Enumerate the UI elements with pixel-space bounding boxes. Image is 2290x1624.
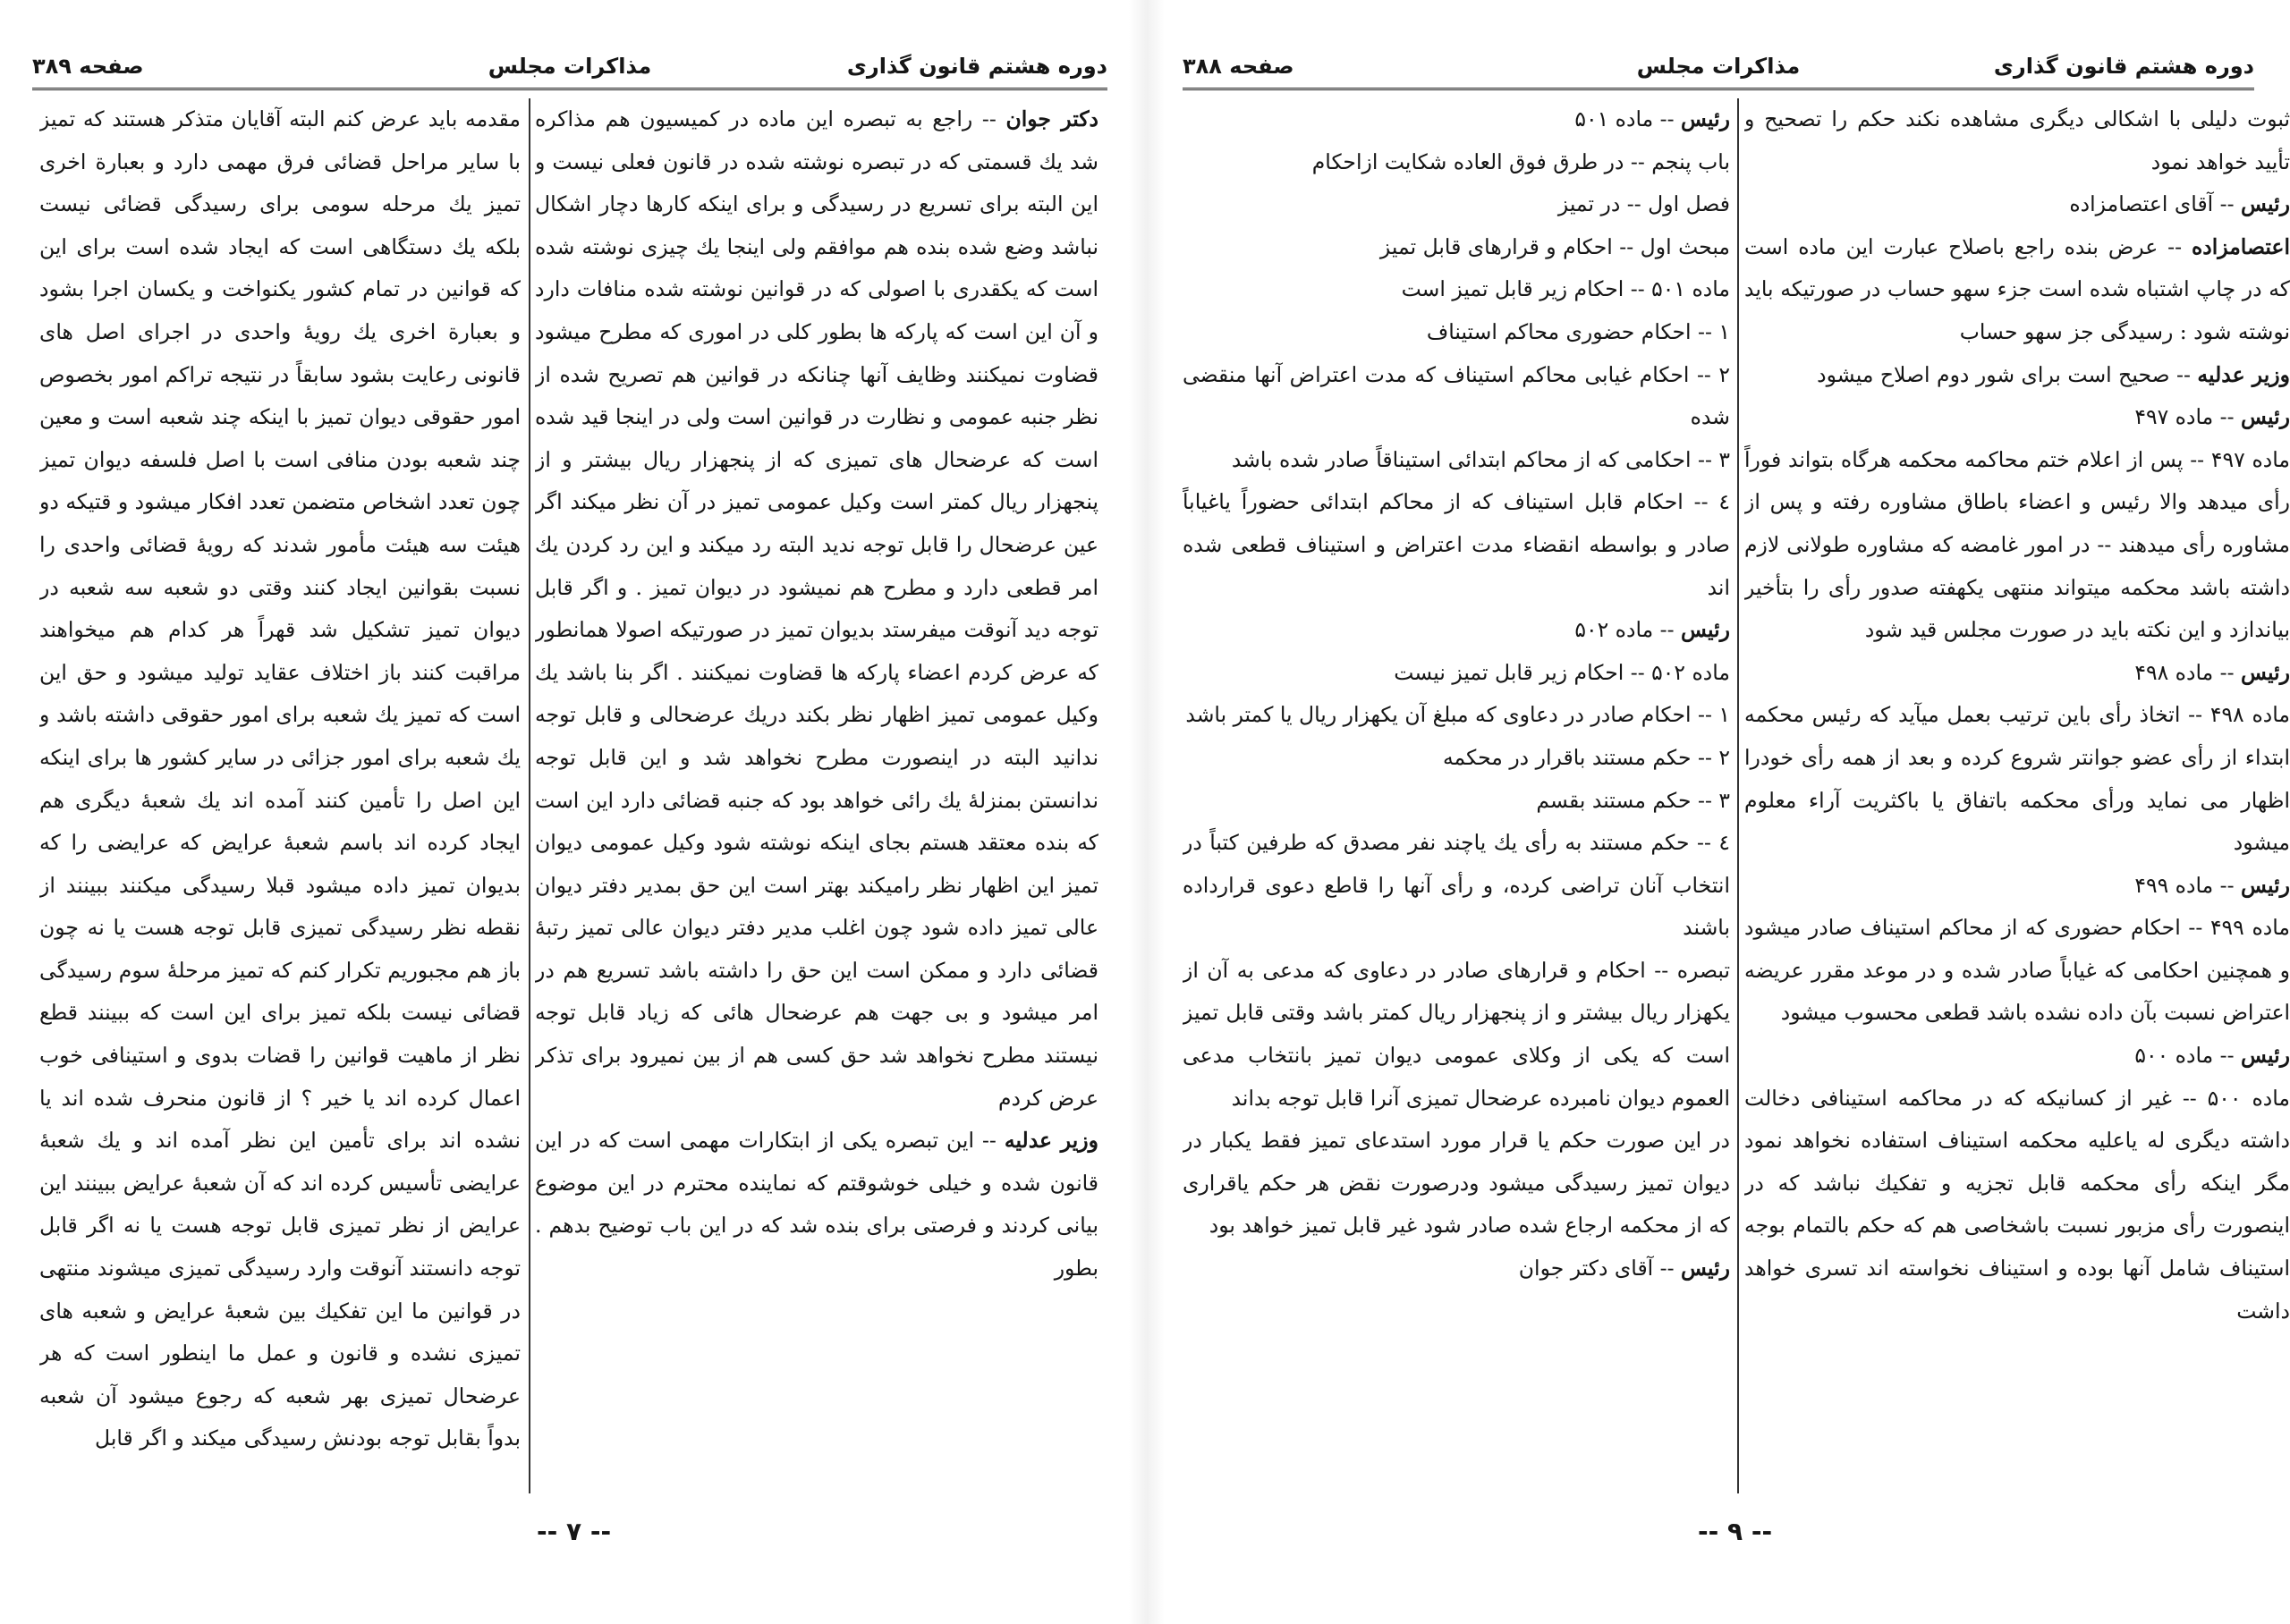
- speaker-paragraph: [1744, 354, 2290, 397]
- folio: -- ۷ --: [537, 1517, 612, 1546]
- paragraph-text: تبصره -- احکام و قرارهای صادر در دعاوی که مدعی به آن از یکهزار ریال بیشتر و از پنجهزار ریال کمتر باشد وقتی قابل تمیز است که یکی از وکلای عمومی دیوان تمیز بانتخاب مدعی العموم دیوان نامبرده عرضحال تمیزی آنرا قابل توجه بداند: [1183, 957, 1730, 1111]
- paragraph: [1744, 907, 2290, 1035]
- speaker-paragraph: [1183, 1248, 1730, 1290]
- column-divider: [529, 98, 530, 1493]
- speaker-name: رئیس: [2241, 404, 2290, 430]
- paragraph-text: باب پنجم -- در طرق فوق العاده شکایت ازاحکام: [1311, 148, 1730, 174]
- paragraph-text: ثبوت دلیلی با اشکالی دیگری مشاهده نکند حکم را تصحیح و تأیید خواهد نمود: [1744, 106, 2290, 174]
- text-column-left: [1183, 98, 1730, 1471]
- column-divider: [1737, 98, 1739, 1493]
- paragraph: [1183, 737, 1730, 780]
- paragraph: [1183, 950, 1730, 1120]
- paragraph: [1744, 439, 2290, 652]
- paragraph-text: -- آقای اعتصامزاده: [2069, 191, 2235, 217]
- speaker-name: رئیس: [1681, 617, 1730, 643]
- speaker-name: رئیس: [2241, 191, 2290, 217]
- page-gutter: [1129, 0, 1165, 1624]
- paragraph: [1183, 1120, 1730, 1248]
- paragraph: [1183, 183, 1730, 226]
- speaker-paragraph: [1183, 609, 1730, 652]
- speaker-name: رئیس: [2241, 1043, 2290, 1069]
- speaker-paragraph: [535, 98, 1098, 1120]
- paragraph-text: -- عرض بنده راجع باصلاح عبارت این ماده است که در چاپ اشتباه شده است جزء سهو حساب در صورتیکه باید نوشته شود : رسیدگی جز سهو حساب: [1744, 233, 2290, 344]
- speaker-name: دکتر جوان: [1005, 106, 1098, 131]
- left-page: [0, 0, 1129, 1624]
- speaker-name: وزیر عدلیه: [1004, 1128, 1098, 1154]
- page-number: صفحه ۳۸۹: [32, 54, 144, 79]
- paragraph-text: -- ماده ۴۹۸: [2134, 659, 2235, 685]
- running-title: مذاکرات مجلس: [488, 54, 652, 79]
- paragraph: [1744, 1078, 2290, 1333]
- folio: -- ۹ --: [1698, 1517, 1773, 1546]
- paragraph: [1183, 481, 1730, 609]
- series-title: دوره هشتم قانون گذاری: [1993, 54, 2254, 79]
- paragraph-text: ماده ۴۹۷ -- پس از اعلام ختم محاکمه محکمه هرگاه بتواند فوراً رأی میدهد والا رئیس و اعضاء باطاق مشاوره رفته و پس از مشاوره رأی میدهند -- در امور غامضه که مشاوره طولانی لازم داشته باشد محکمه میتواند منتهی یکهفته صدور رأی را بتأخیر بیاندازد و این نکته باید در صورت مجلس قید شود: [1744, 446, 2290, 643]
- paragraph-text: -- آقای دکتر جوان: [1518, 1256, 1675, 1281]
- speaker-paragraph: [535, 1120, 1098, 1290]
- speaker-name: رئیس: [1681, 106, 1730, 131]
- speaker-name: رئیس: [2241, 872, 2290, 898]
- running-title: مذاکرات مجلس: [1636, 54, 1801, 79]
- paragraph: [1183, 226, 1730, 269]
- paragraph-text: ماده ۴۹۸ -- اتخاذ رأی باین ترتیب بعمل میآید که رئیس محکمه ابتداء از رأی عضو جوانتر شروع کرده و بعد از همه رأی خودرا اظهار می نماید ورأی محکمه باتفاق یا باکثریت آراء معلوم میشود: [1744, 702, 2290, 856]
- speaker-paragraph: [1744, 1035, 2290, 1078]
- paragraph-text: ۲ -- حکم مستند باقرار در محکمه: [1442, 744, 1730, 770]
- paragraph-text: ۱ -- احکام صادر در دعاوی که مبلغ آن یکهزار ریال یا کمتر باشد: [1185, 702, 1730, 728]
- series-title: دوره هشتم قانون گذاری: [846, 54, 1107, 79]
- paragraph-text: -- این تبصره یکی از ابتکارات مهمی است که در این قانون شده و خیلی خوشوقتم که نماینده محترم در این موضوع بیانی کردند و فرصتی برای بنده شد که در این باب توضیح بدهم . بطور: [535, 1128, 1098, 1281]
- text-column-left: [39, 98, 521, 1471]
- speaker-name: رئیس: [1681, 1256, 1730, 1281]
- paragraph-text: ماده ۴۹۹ -- احکام حضوری که از محاکم استیناف صادر میشود و همچنین احکامی که غیاباً صادر شده و در موعد مقرر عریضه اعتراض نسبت بآن داده نشده باشد قطعی محسوب میشود: [1744, 915, 2290, 1026]
- paragraph: [1183, 822, 1730, 950]
- paragraph-text: فصل اول -- در تمیز: [1557, 191, 1730, 217]
- page-header: [32, 48, 1107, 90]
- speaker-name: رئیس: [2241, 659, 2290, 685]
- paragraph-text: ٤ -- احکام قابل استیناف که از محاکم ابتدائی حضوراً یاغیاباً صادر و بواسطه انقضاء مدت اعتراض و استیناف قطعی شده اند: [1183, 489, 1730, 600]
- paragraph-text: ۳ -- احکامی که از محاکم ابتدائی استیناقاً صادر شده باشد: [1231, 446, 1730, 472]
- paragraph: [1744, 98, 2290, 183]
- paragraph-text: -- ماده ۵۰۰: [2134, 1043, 2235, 1069]
- speaker-paragraph: [1744, 865, 2290, 908]
- paragraph: [39, 98, 521, 1460]
- speaker-paragraph: [1744, 226, 2290, 354]
- speaker-name: اعتصامزاده: [2191, 233, 2290, 259]
- right-page: [1165, 0, 2290, 1624]
- paragraph: [1744, 694, 2290, 864]
- paragraph-text: ٤ -- حکم مستند به رأی یك یاچند نفر مصدق که طرفین کتباً در انتخاب آنان تراضی کرده، و رأی آنها را قاطع دعوی قرارداده باشند: [1183, 830, 1730, 941]
- speaker-name: وزیر عدلیه: [2197, 361, 2290, 387]
- text-column-right: [535, 98, 1098, 1471]
- paragraph: [1183, 141, 1730, 184]
- paragraph-text: -- ماده ۴۹۷: [2134, 404, 2235, 430]
- paragraph: [1183, 311, 1730, 354]
- paragraph-text: مبحث اول -- احکام و قرارهای قابل تمیز: [1379, 233, 1730, 259]
- paragraph-text: ۲ -- احکام غیابی محاکم استیناف که مدت اعتراض آنها منقضی شده: [1183, 361, 1730, 430]
- paragraph: [1183, 780, 1730, 823]
- speaker-paragraph: [1744, 652, 2290, 695]
- page-number: صفحه ۳۸۸: [1183, 54, 1294, 79]
- text-column-right: [1744, 98, 2290, 1471]
- paragraph-text: -- راجع به تبصره این ماده در کمیسیون هم مذاکره شد یك قسمتی که در تبصره نوشته شده در قانون فعلی نیست و این البته برای تسریع در رسیدگی و برای اینکه کارها دچار اشکال نباشد وضع شده بنده هم موافقم ولی اینجا یك چیزی نوشته شده است که یکقدری با اصولی که در قوانین نوشته شده منافات دارد و آن این است که پارکه ها بطور کلی در اموری که مطرح میشود قضاوت نمیکنند وظایف آنها چنانکه در قوانین هم تصریح شده از نظر جنبه عمومی و نظارت در قوانین است ولی در اینجا قید شده است که عرضحال های تمیزی که از پنجهزار ریال بیشتر و از پنجهزار ریال کمتر است وکیل عمومی تمیز در آن نظر میکند اگر عین عرضحال را قابل توجه ندید البته رد میکند و این رد کردن یك امر قطعی دارد و مطرح هم نمیشود در دیوان تمیز . و اگر قابل توجه دید آنوقت میفرستد بدیوان تمیز در صورتیکه اصولا همانطور که عرض کردم اعضاء پارکه ها قضاوت نمیکنند . اگر بنا باشد یك وکیل عمومی تمیز اظهار نظر بکند دریك عرضحالی و قابل توجه ندانید البته در اینصورت مطرح نخواهد شد و این قابل توجه ندانستن بمنزلهٔ یك رائی خواهد بود که جنبه قضائی دارد این است که بنده معتقد هستم بجای اینکه نوشته شود وکیل عمومی دیوان تمیز این اظهار نظر رامیکند بهتر است این حق بمدیر دفتر دیوان عالی تمیز داده شود چون اغلب مدیر دفتر دیوان عالی تمیز رتبهٔ قضائی دارد و ممکن است این حق را داشته باشد تسریع هم در امر میشود و بی جهت هم عرضحال هائی که زیاد قابل توجه نیستند مطرح نخواهد شد حق کسی هم از بین نمیرود برای تذکر عرض کردم: [535, 106, 1098, 1111]
- paragraph-text: ماده ۵۰۰ -- غیر از کسانیکه که در محاکمه استینافی دخالت داشته دیگری له یاعلیه محکمه استیناف استفاده نخواهد نمود مگر اینکه رأی محکمه قابل تجزیه و تفکیك نباشد که در اینصورت رأی مزبور نسبت باشخاصی هم که حکم بالتمام بوجه استیناف شامل آنها بوده و استیناف نخواسته اند تسری خواهد داشت: [1744, 1085, 2290, 1324]
- paragraph: [1183, 652, 1730, 695]
- paragraph-text: -- ماده ۵۰۱: [1574, 106, 1675, 131]
- speaker-paragraph: [1744, 396, 2290, 439]
- paragraph-text: -- ماده ۵۰۲: [1574, 617, 1675, 643]
- paragraph-text: مقدمه باید عرض کنم البته آقایان متذکر هستند که تمیز با سایر مراحل قضائی فرق مهمی دارد و بعبارة اخری تمیز یك مرحله سومی برای رسیدگی قضائی نیست بلکه یك دستگاهی است که ایجاد شده است برای این که قوانین در تمام کشور یکنواخت و یکسان اجرا بشود و بعبارة اخری یك رویهٔ واحدی در اجرای اصل های قانونی رعایت بشود سابقاً در نتیجه تراکم امور بخصوص امور حقوقی دیوان تمیز با اینکه چند شعبه است و معین چند شعبه بودن منافی است با اصل فلسفه دیوان تمیز چون تعدد اشخاص متضمن تعدد افکار میشود و قتیکه دو هیئت سه هیئت مأمور شدند که رویهٔ قضائی واحدی را نسبت بقوانین ایجاد کنند وقتی دو شعبه سه شعبه در دیوان تمیز تشکیل شد قهراً هر کدام هم میخواهند مراقبت کنند باز اختلاف عقاید تولید میشود و حق این است که تمیز یك شعبه برای امور حقوقی داشته باشد و یك شعبه برای امور جزائی در سایر کشور ها برای اینکه این اصل را تأمین کنند آمده اند یك شعبهٔ دیگری هم ایجاد کرده اند باسم شعبهٔ عرایض که عرایضی را که بدیوان تمیز داده میشود قبلا رسیدگی میکنند ببینند از نقطه نظر رسیدگی تمیزی قابل توجه هست یا نه چون باز هم مجبوریم تکرار کنم که تمیز مرحلهٔ سوم رسیدگی قضائی نیست بلکه تمیز برای این است که ببینند قطع نظر از ماهیت قوانین را قضات بدوی و استینافی خوب اعمال کرده اند یا خیر ؟ از قانون منحرف شده اند یا نشده اند برای تأمین این نظر آمده اند و یك شعبهٔ عرایضی تأسیس کرده اند که آن شعبهٔ عرایض ببینند این عرایض از نظر تمیزی قابل توجه هست یا نه اگر قابل توجه دانستند آنوقت وارد رسیدگی تمیزی میشوند منتهی در قوانین ما این تفکیك بین شعبهٔ عرایض و شعبه های تمیزی نشده و قانون و عمل ما اینطور است که هر عرضحال تمیزی بهر شعبه که رجوع میشود آن شعبه بدواً بقابل توجه بودنش رسیدگی میکند و اگر قابل: [39, 106, 521, 1451]
- paragraph-text: -- صحیح است برای شور دوم اصلاح میشود: [1817, 361, 2191, 387]
- paragraph: [1183, 268, 1730, 311]
- paragraph-text: ۱ -- احکام حضوری محاکم استیناف: [1426, 318, 1730, 344]
- speaker-paragraph: [1744, 183, 2290, 226]
- paragraph-text: ماده ۵۰۲ -- احکام زیر قابل تمیز نیست: [1394, 659, 1730, 685]
- paragraph-text: ۳ -- حکم مستند بقسم: [1536, 787, 1730, 813]
- speaker-paragraph: [1183, 98, 1730, 141]
- paragraph-text: -- ماده ۴۹۹: [2134, 872, 2235, 898]
- paragraph: [1183, 354, 1730, 439]
- page-header: [1183, 48, 2254, 90]
- paragraph: [1183, 694, 1730, 737]
- paragraph-text: در این صورت حکم یا قرار مورد استدعای تمیز فقط یکبار در دیوان تمیز رسیدگی میشود ودرصورت نقض هر حکم یاقراری که از محکمه ارجاع شده صادر شود غیر قابل تمیز خواهد بود: [1183, 1128, 1730, 1239]
- paragraph-text: ماده ۵۰۱ -- احکام زیر قابل تمیز است: [1401, 276, 1730, 302]
- paragraph: [1183, 439, 1730, 482]
